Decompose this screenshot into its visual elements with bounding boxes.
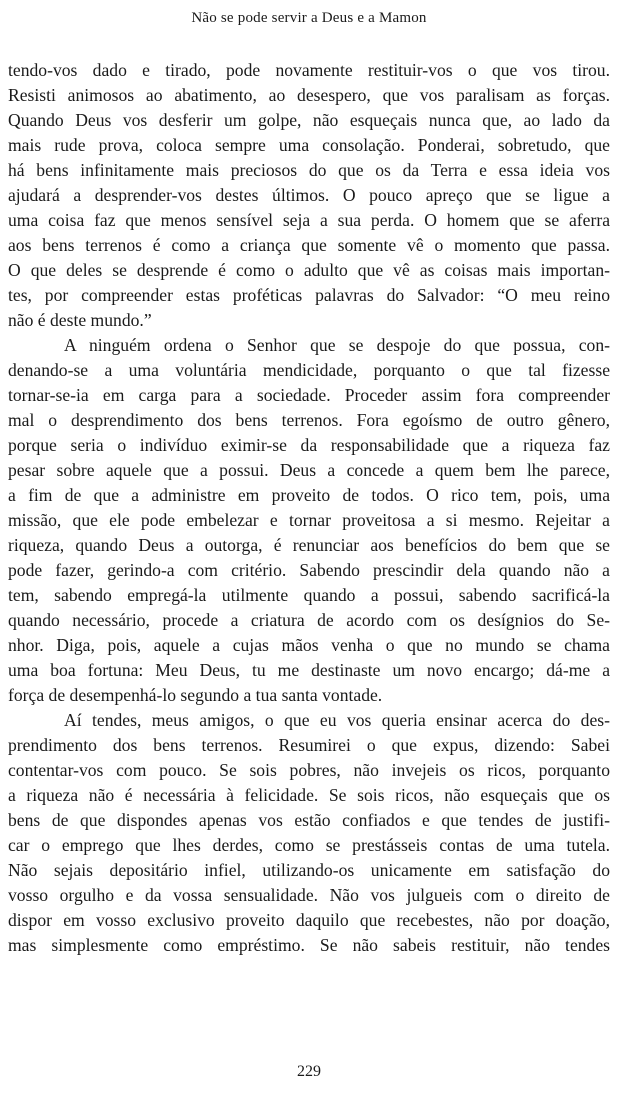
- text-line: tendo-vos dado e tirado, pode novamente restituir-vos o que vos tirou.: [8, 60, 610, 80]
- text-line: força de desempenhá-lo segundo a tua santa vontade.: [8, 685, 383, 705]
- text-line: bens de que dispondes apenas vos estão confiados e que tendes de justifi-: [8, 810, 610, 830]
- text-line: pesar sobre aquele que a possui. Deus a concede a quem bem lhe parece,: [8, 460, 610, 480]
- running-header: Não se pode servir a Deus e a Mamon: [191, 10, 427, 26]
- text-line: Não sejais depositário infiel, utilizando-os unicamente em satisfação do: [8, 860, 610, 880]
- text-line: prendimento dos bens terrenos. Resumirei o que expus, dizendo: Sabei: [8, 735, 610, 755]
- text-line: dispor em vosso exclusivo proveito daquilo que recebestes, não por doação,: [8, 910, 610, 930]
- text-line: tes, por compreender estas proféticas palavras do Salvador: “O meu reino: [8, 285, 610, 305]
- text-line: car o emprego que lhes derdes, como se prestásseis contas de uma tutela.: [8, 835, 610, 855]
- text-line: uma boa fortuna: Meu Deus, tu me destinaste um novo encargo; dá-me a: [8, 660, 610, 680]
- text-line: não é deste mundo.”: [8, 310, 152, 330]
- paragraph-2: [8, 333, 610, 708]
- text-line: ajudará a desprender-vos destes últimos. O pouco apreço que se ligue a: [8, 185, 610, 205]
- text-line: riqueza, quando Deus a outorga, é renunciar aos benefícios do bem que se: [8, 535, 610, 555]
- paragraph-1: [8, 58, 610, 333]
- paragraph-3: [8, 708, 610, 958]
- text-line: nhor. Diga, pois, aquele a cujas mãos venha o que no mundo se chama: [8, 635, 610, 655]
- page-body: [8, 58, 610, 958]
- page-number: 229: [297, 1063, 321, 1080]
- text-line: porque seria o indivíduo eximir-se da responsabilidade que a riqueza faz: [8, 435, 610, 455]
- text-line: há bens infinitamente mais preciosos do que os da Terra e essa ideia vos: [8, 160, 610, 180]
- text-line: aos bens terrenos é como a criança que somente vê o momento que passa.: [8, 235, 610, 255]
- text-line: quando necessário, procede a criatura de acordo com os desígnios do Se-: [8, 610, 610, 630]
- text-line: tornar-se-ia em carga para a sociedade. Proceder assim fora compreender: [8, 385, 610, 405]
- text-line: O que deles se desprende é como o adulto que vê as coisas mais importan-: [8, 260, 610, 280]
- text-line: mal o desprendimento dos bens terrenos. Fora egoísmo de outro gênero,: [8, 410, 610, 430]
- text-line: A ninguém ordena o Senhor que se despoje do que possua, con-: [64, 335, 610, 355]
- text-line: uma coisa faz que menos sensível seja a sua perda. O homem que se aferra: [8, 210, 610, 230]
- text-line: Resisti animosos ao abatimento, ao desespero, que vos paralisam as forças.: [8, 85, 610, 105]
- text-line: mais rude prova, coloca sempre uma consolação. Ponderai, sobretudo, que: [8, 135, 610, 155]
- text-line: pode fazer, gerindo-a com critério. Sabendo prescindir dela quando não a: [8, 560, 610, 580]
- text-line: mas simplesmente como empréstimo. Se não sabeis restituir, não tendes: [8, 935, 610, 955]
- text-line: missão, que ele pode embelezar e tornar proveitosa a si mesmo. Rejeitar a: [8, 510, 610, 530]
- text-line: a fim de que a administre em proveito de todos. O rico tem, pois, uma: [8, 485, 610, 505]
- text-line: Quando Deus vos desferir um golpe, não esqueçais nunca que, ao lado da: [8, 110, 610, 130]
- text-line: tem, sabendo empregá-la utilmente quando a possui, sabendo sacrificá-la: [8, 585, 610, 605]
- text-line: vosso orgulho e da vossa sensualidade. Não vos julgueis com o direito de: [8, 885, 610, 905]
- text-line: a riqueza não é necessária à felicidade. Se sois ricos, não esqueçais que os: [8, 785, 610, 805]
- text-line: contentar-vos com pouco. Se sois pobres, não invejeis os ricos, porquanto: [8, 760, 610, 780]
- text-line: Aí tendes, meus amigos, o que eu vos queria ensinar acerca do des-: [64, 710, 610, 730]
- text-line: denando-se a uma voluntária mendicidade, porquanto o que tal fizesse: [8, 360, 610, 380]
